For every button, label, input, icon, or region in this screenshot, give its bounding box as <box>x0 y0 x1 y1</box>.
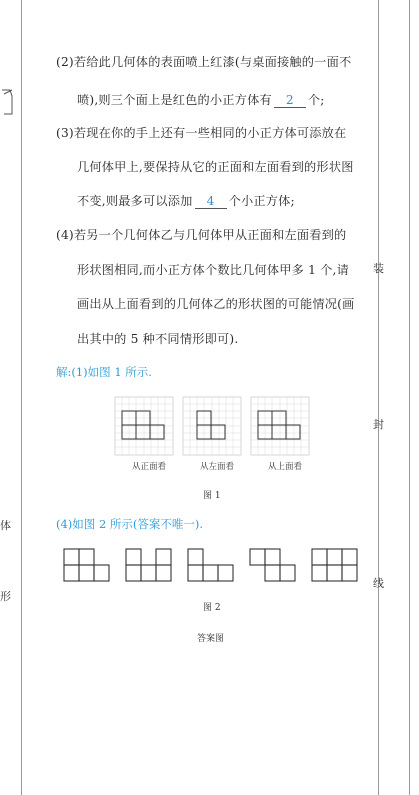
left-edge-shape <box>0 86 14 118</box>
shape-2 <box>126 549 171 581</box>
binding-mark-zhuang: 装 <box>373 262 384 275</box>
shape-1 <box>64 549 109 581</box>
shape-5 <box>312 549 357 581</box>
q2-text-pre: 喷),则三个面上是红色的小正方体有 <box>77 93 272 107</box>
left-margin-fragment-ti: 体 <box>0 519 11 532</box>
answer-figure-caption: 答案图 <box>197 634 225 644</box>
q4-line-4: 出其中的 5 种不同情形即可). <box>77 332 239 346</box>
q2-line-2 <box>77 91 325 109</box>
left-margin-line <box>21 0 22 795</box>
left-view-grid <box>183 397 241 455</box>
solution-part-1: 解:(1)如图 1 所示. <box>56 365 152 379</box>
q2-text-post: 个; <box>307 93 325 107</box>
q4-line-1: (4)若另一个几何体乙与几何体甲从正面和左面看到的 <box>56 228 347 242</box>
figure-2-shapes <box>62 547 372 585</box>
front-view-grid <box>115 397 173 455</box>
q2-line-1: (2)若给此几何体的表面喷上红漆(与桌面接触的一面不 <box>56 55 352 69</box>
left-margin-fragment-xing: 形 <box>0 590 11 603</box>
q3-line-2: 几何体甲上,要保持从它的正面和左面看到的形状图 <box>77 160 354 174</box>
q4-line-3: 画出从上面看到的几何体乙的形状图的可能情况(画 <box>77 297 355 311</box>
q4-line-2: 形状图相同,而小正方体个数比几何体甲多 1 个,请 <box>77 263 349 277</box>
left-view-label: 从左面看 <box>199 462 234 472</box>
figure-1-caption: 图 1 <box>203 491 221 501</box>
solution-part-4: (4)如图 2 所示(答案不唯一). <box>56 517 204 531</box>
front-view-label: 从正面看 <box>131 462 166 472</box>
shape-4 <box>250 549 295 581</box>
q3-line-3 <box>77 192 295 210</box>
binding-mark-feng: 封 <box>373 418 384 431</box>
shape-3 <box>188 549 233 581</box>
q3-text-pre: 不变,则最多可以添加 <box>77 194 193 208</box>
q3-line-1: (3)若现在你的手上还有一些相同的小正方体可添放在 <box>56 126 347 140</box>
q3-answer-blank: 4 <box>195 194 227 209</box>
right-margin-line <box>378 0 379 795</box>
top-view-label: 从上面看 <box>267 462 302 472</box>
figure-2-caption: 图 2 <box>203 603 221 613</box>
q2-answer-blank: 2 <box>274 93 306 108</box>
top-view-grid <box>251 397 309 455</box>
figure-1-views <box>110 397 335 459</box>
right-edge-line <box>409 0 410 795</box>
binding-mark-xian: 线 <box>373 577 384 590</box>
q3-text-post: 个小正方体; <box>228 194 295 208</box>
